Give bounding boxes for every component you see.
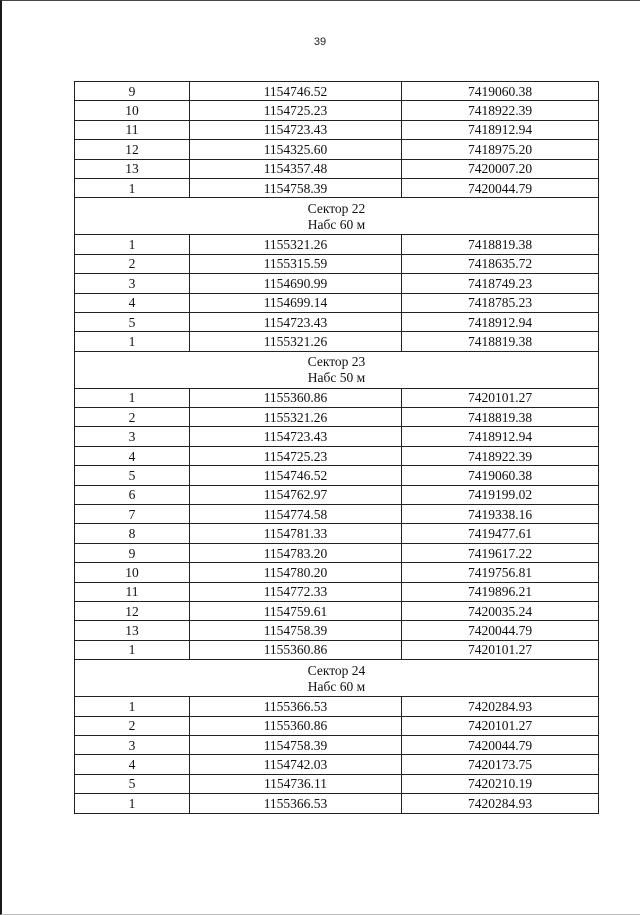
table-row bbox=[75, 716, 599, 735]
point-number-cell: 1 bbox=[75, 794, 190, 813]
x-coordinate-cell: 1154699.14 bbox=[190, 293, 402, 312]
table-row bbox=[75, 601, 599, 620]
y-coordinate-cell: 7418635.72 bbox=[402, 254, 599, 273]
table-row bbox=[75, 293, 599, 312]
x-coordinate-cell: 1154781.33 bbox=[190, 524, 402, 543]
table-row bbox=[75, 274, 599, 293]
point-number-cell: 3 bbox=[75, 427, 190, 446]
x-coordinate-cell: 1154723.43 bbox=[190, 427, 402, 446]
table-row bbox=[75, 140, 599, 159]
point-number-cell: 6 bbox=[75, 485, 190, 504]
y-coordinate-cell: 7420035.24 bbox=[402, 601, 599, 620]
point-number-cell: 1 bbox=[75, 235, 190, 254]
x-coordinate-cell: 1154725.23 bbox=[190, 101, 402, 120]
y-coordinate-cell: 7418819.38 bbox=[402, 332, 599, 351]
point-number-cell: 2 bbox=[75, 716, 190, 735]
coordinates-table-body bbox=[75, 82, 599, 814]
x-coordinate-cell: 1155315.59 bbox=[190, 254, 402, 273]
x-coordinate-cell: 1155360.86 bbox=[190, 640, 402, 659]
x-coordinate-cell: 1155366.53 bbox=[190, 794, 402, 813]
table-row bbox=[75, 466, 599, 485]
point-number-cell: 13 bbox=[75, 159, 190, 178]
y-coordinate-cell: 7418819.38 bbox=[402, 408, 599, 427]
table-row bbox=[75, 735, 599, 754]
x-coordinate-cell: 1154746.52 bbox=[190, 82, 402, 101]
y-coordinate-cell: 7420210.19 bbox=[402, 774, 599, 793]
coordinates-table bbox=[74, 81, 599, 814]
x-coordinate-cell: 1154758.39 bbox=[190, 178, 402, 197]
table-row bbox=[75, 101, 599, 120]
x-coordinate-cell: 1155321.26 bbox=[190, 235, 402, 254]
table-row bbox=[75, 524, 599, 543]
point-number-cell: 7 bbox=[75, 505, 190, 524]
table-row bbox=[75, 794, 599, 813]
point-number-cell: 13 bbox=[75, 621, 190, 640]
x-coordinate-cell: 1154783.20 bbox=[190, 543, 402, 562]
y-coordinate-cell: 7419199.02 bbox=[402, 485, 599, 504]
x-coordinate-cell: 1154725.23 bbox=[190, 446, 402, 465]
x-coordinate-cell: 1154736.11 bbox=[190, 774, 402, 793]
point-number-cell: 3 bbox=[75, 735, 190, 754]
y-coordinate-cell: 7420101.27 bbox=[402, 388, 599, 407]
point-number-cell: 4 bbox=[75, 293, 190, 312]
table-row bbox=[75, 563, 599, 582]
table-row bbox=[75, 582, 599, 601]
x-coordinate-cell: 1154758.39 bbox=[190, 621, 402, 640]
sector-header-cell bbox=[75, 660, 599, 697]
point-number-cell: 1 bbox=[75, 697, 190, 716]
point-number-cell: 2 bbox=[75, 408, 190, 427]
point-number-cell: 4 bbox=[75, 446, 190, 465]
y-coordinate-cell: 7420284.93 bbox=[402, 697, 599, 716]
table-row bbox=[75, 543, 599, 562]
y-coordinate-cell: 7419896.21 bbox=[402, 582, 599, 601]
y-coordinate-cell: 7418912.94 bbox=[402, 427, 599, 446]
x-coordinate-cell: 1154723.43 bbox=[190, 312, 402, 331]
y-coordinate-cell: 7420173.75 bbox=[402, 755, 599, 774]
table-row bbox=[75, 82, 599, 101]
y-coordinate-cell: 7418922.39 bbox=[402, 446, 599, 465]
x-coordinate-cell: 1154759.61 bbox=[190, 601, 402, 620]
point-number-cell: 12 bbox=[75, 601, 190, 620]
sector-header-row bbox=[75, 198, 599, 235]
y-coordinate-cell: 7419060.38 bbox=[402, 82, 599, 101]
table-row bbox=[75, 120, 599, 139]
x-coordinate-cell: 1155321.26 bbox=[190, 408, 402, 427]
y-coordinate-cell: 7420044.79 bbox=[402, 735, 599, 754]
table-row bbox=[75, 388, 599, 407]
point-number-cell: 9 bbox=[75, 82, 190, 101]
y-coordinate-cell: 7418922.39 bbox=[402, 101, 599, 120]
x-coordinate-cell: 1154723.43 bbox=[190, 120, 402, 139]
sector-title: Сектор 22 bbox=[307, 200, 366, 216]
point-number-cell: 5 bbox=[75, 466, 190, 485]
x-coordinate-cell: 1154690.99 bbox=[190, 274, 402, 293]
table-row bbox=[75, 774, 599, 793]
point-number-cell: 5 bbox=[75, 312, 190, 331]
y-coordinate-cell: 7418749.23 bbox=[402, 274, 599, 293]
point-number-cell: 12 bbox=[75, 140, 190, 159]
table-row bbox=[75, 332, 599, 351]
sector-header-cell bbox=[75, 351, 599, 388]
x-coordinate-cell: 1154742.03 bbox=[190, 755, 402, 774]
point-number-cell: 10 bbox=[75, 563, 190, 582]
x-coordinate-cell: 1154758.39 bbox=[190, 735, 402, 754]
y-coordinate-cell: 7420101.27 bbox=[402, 640, 599, 659]
x-coordinate-cell: 1154746.52 bbox=[190, 466, 402, 485]
y-coordinate-cell: 7420101.27 bbox=[402, 716, 599, 735]
y-coordinate-cell: 7418912.94 bbox=[402, 120, 599, 139]
point-number-cell: 3 bbox=[75, 274, 190, 293]
y-coordinate-cell: 7418975.20 bbox=[402, 140, 599, 159]
x-coordinate-cell: 1154772.33 bbox=[190, 582, 402, 601]
table-row bbox=[75, 755, 599, 774]
y-coordinate-cell: 7418785.23 bbox=[402, 293, 599, 312]
x-coordinate-cell: 1154774.58 bbox=[190, 505, 402, 524]
table-row bbox=[75, 427, 599, 446]
sector-title: Сектор 24 bbox=[307, 662, 366, 678]
x-coordinate-cell: 1155321.26 bbox=[190, 332, 402, 351]
point-number-cell: 5 bbox=[75, 774, 190, 793]
sector-height: Набс 60 м bbox=[307, 678, 366, 694]
y-coordinate-cell: 7419338.16 bbox=[402, 505, 599, 524]
table-row bbox=[75, 640, 599, 659]
point-number-cell: 11 bbox=[75, 582, 190, 601]
y-coordinate-cell: 7420044.79 bbox=[402, 178, 599, 197]
x-coordinate-cell: 1154325.60 bbox=[190, 140, 402, 159]
point-number-cell: 2 bbox=[75, 254, 190, 273]
x-coordinate-cell: 1155360.86 bbox=[190, 388, 402, 407]
sector-height: Набс 50 м bbox=[307, 370, 366, 386]
table-row bbox=[75, 254, 599, 273]
y-coordinate-cell: 7418819.38 bbox=[402, 235, 599, 254]
y-coordinate-cell: 7419477.61 bbox=[402, 524, 599, 543]
y-coordinate-cell: 7420007.20 bbox=[402, 159, 599, 178]
point-number-cell: 11 bbox=[75, 120, 190, 139]
x-coordinate-cell: 1155366.53 bbox=[190, 697, 402, 716]
y-coordinate-cell: 7420284.93 bbox=[402, 794, 599, 813]
table-row bbox=[75, 159, 599, 178]
table-row bbox=[75, 446, 599, 465]
point-number-cell: 1 bbox=[75, 388, 190, 407]
table-row bbox=[75, 235, 599, 254]
table-row bbox=[75, 408, 599, 427]
point-number-cell: 9 bbox=[75, 543, 190, 562]
table-row bbox=[75, 697, 599, 716]
sector-header-row bbox=[75, 351, 599, 388]
point-number-cell: 1 bbox=[75, 332, 190, 351]
point-number-cell: 8 bbox=[75, 524, 190, 543]
point-number-cell: 1 bbox=[75, 178, 190, 197]
sector-header-row bbox=[75, 660, 599, 697]
table-row bbox=[75, 485, 599, 504]
table-row bbox=[75, 178, 599, 197]
y-coordinate-cell: 7419060.38 bbox=[402, 466, 599, 485]
sector-header-cell bbox=[75, 198, 599, 235]
y-coordinate-cell: 7419617.22 bbox=[402, 543, 599, 562]
x-coordinate-cell: 1154762.97 bbox=[190, 485, 402, 504]
point-number-cell: 10 bbox=[75, 101, 190, 120]
page-number: 39 bbox=[313, 36, 327, 48]
table-row bbox=[75, 505, 599, 524]
point-number-cell: 1 bbox=[75, 640, 190, 659]
y-coordinate-cell: 7418912.94 bbox=[402, 312, 599, 331]
x-coordinate-cell: 1154780.20 bbox=[190, 563, 402, 582]
x-coordinate-cell: 1154357.48 bbox=[190, 159, 402, 178]
x-coordinate-cell: 1155360.86 bbox=[190, 716, 402, 735]
sector-title: Сектор 23 bbox=[307, 354, 366, 370]
point-number-cell: 4 bbox=[75, 755, 190, 774]
y-coordinate-cell: 7419756.81 bbox=[402, 563, 599, 582]
sector-height: Набс 60 м bbox=[307, 216, 366, 232]
table-row bbox=[75, 621, 599, 640]
y-coordinate-cell: 7420044.79 bbox=[402, 621, 599, 640]
table-row bbox=[75, 312, 599, 331]
